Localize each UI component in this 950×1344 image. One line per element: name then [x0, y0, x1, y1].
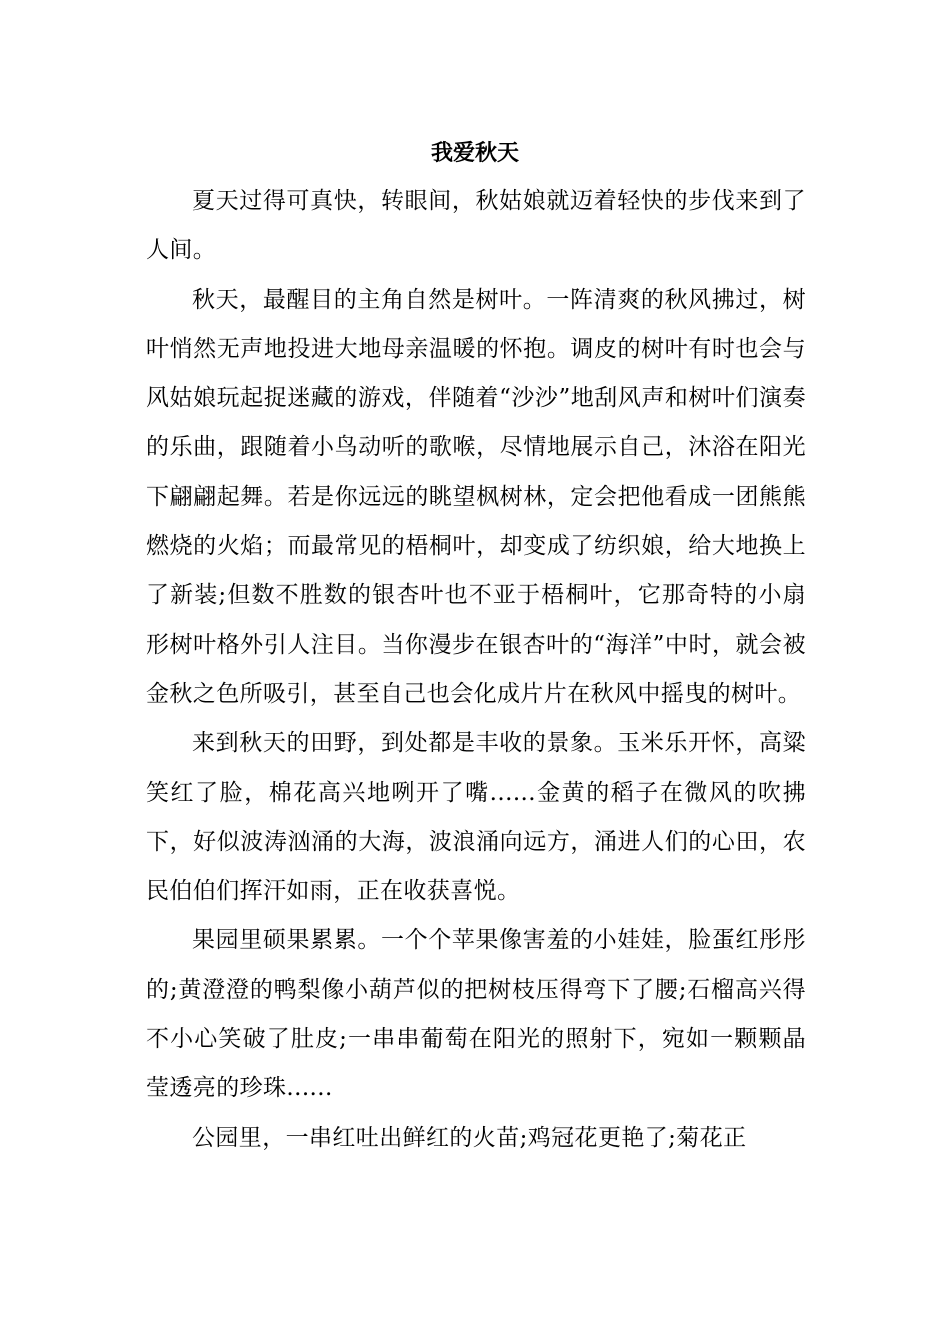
document-body	[146, 177, 806, 1163]
paragraph-1: 夏天过得可真快，转眼间，秋姑娘就迈着轻快的步伐来到了人间。	[146, 188, 806, 264]
paragraph-4: 果园里硕果累累。一个个苹果像害羞的小娃娃，脸蛋红彤彤的;黄澄澄的鸭梨像小葫芦似的把树枝压得弯下了腰;石榴高兴得不小心笑破了肚皮;一串串葡萄在阳光的照射下，宛如一颗颗晶莹透亮的珍珠......	[146, 927, 806, 1102]
paragraph-5: 公园里，一串红吐出鲜红的火苗;鸡冠花更艳了;菊花正	[192, 1124, 747, 1151]
document-title: 我爱秋天	[430, 140, 519, 166]
paragraph-2: 秋天，最醒目的主角自然是树叶。一阵清爽的秋风拂过，树叶悄然无声地投进大地母亲温暖的怀抱。调皮的树叶有时也会与风姑娘玩起捉迷藏的游戏，伴随着“沙沙”地刮风声和树叶们演奏的乐曲，跟随着小鸟动听的歌喉，尽情地展示自己，沐浴在阳光下翩翩起舞。若是你远远的眺望枫树林，定会把他看成一团熊熊燃烧的火焰；而最常见的梧桐叶，却变成了纺织娘，给大地换上了新装;但数不胜数的银杏叶也不亚于梧桐叶，它那奇特的小扇形树叶格外引人注目。当你漫步在银杏叶的“海洋”中时，就会被金秋之色所吸引，甚至自己也会化成片片在秋风中摇曳的树叶。	[146, 286, 806, 707]
paragraph-3: 来到秋天的田野，到处都是丰收的景象。玉米乐开怀，高粱笑红了脸，棉花高兴地咧开了嘴......金黄的稻子在微风的吹拂下，好似波涛汹涌的大海，波浪涌向远方，涌进人们的心田，农民伯伯们挥汗如雨，正在收获喜悦。	[146, 730, 806, 905]
